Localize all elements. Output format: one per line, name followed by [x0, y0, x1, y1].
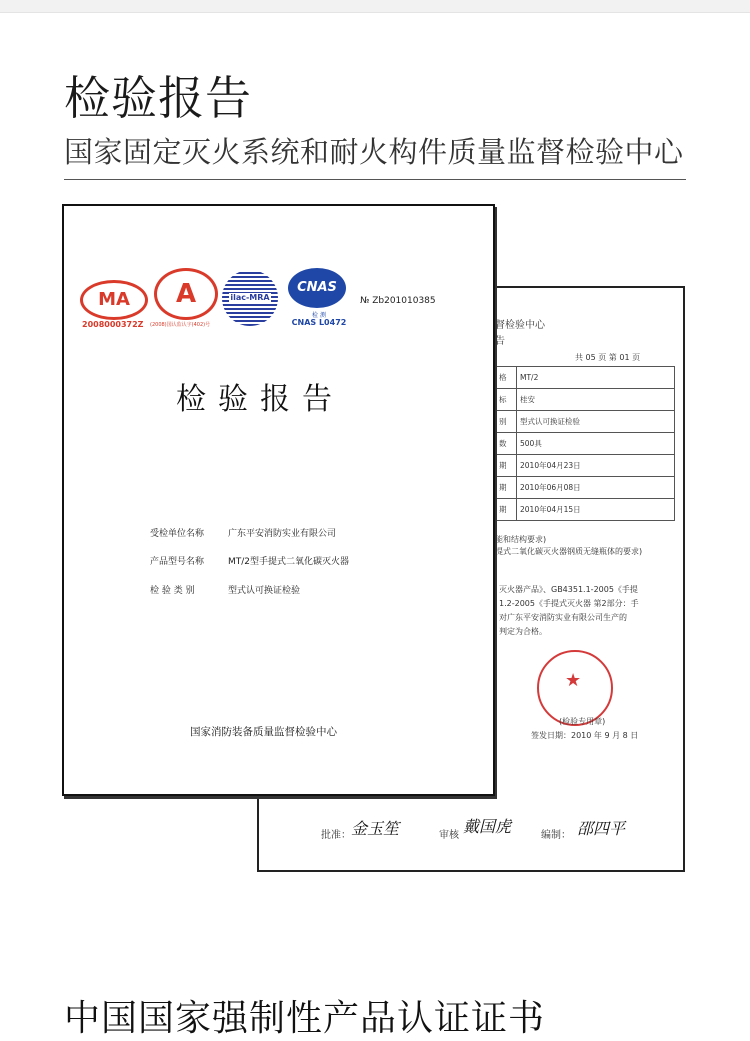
field-label: 产品型号名称 [150, 557, 205, 567]
page-subtitle: 国家固定灭火系统和耐火构件质量监督检验中心 [64, 135, 684, 169]
top-bar [0, 0, 750, 13]
row-value: 2010年04月23日 [517, 455, 675, 477]
cma-code: 2008000372Z [82, 320, 144, 329]
row-value: 2010年06月08日 [517, 477, 675, 499]
compile-signature: 邵四平 [577, 819, 626, 838]
sign-date: 签发日期：2010 年 9 月 8 日 [531, 731, 639, 740]
table-row [496, 389, 675, 411]
page-info: 共 05 页 第 01 页 [575, 353, 641, 362]
cal-code: (2008)国认监认字(402)号 [150, 322, 211, 328]
report-number: № Zb201010385 [360, 296, 436, 306]
red-stamp [537, 650, 613, 726]
ilac-logo-icon [222, 270, 278, 326]
table-row [496, 455, 675, 477]
row-value: 桂安 [517, 389, 675, 411]
approve-signature: 金玉笙 [351, 819, 400, 838]
row-key: 别 [496, 411, 517, 433]
compile-label: 编制： [541, 830, 571, 841]
back-header-line2: 告 [495, 336, 505, 347]
field-inspection-type [150, 583, 301, 596]
field-value: MT/2型手提式二氧化碳灭火器 [228, 557, 350, 567]
cnas-sub: 检 测 [312, 312, 326, 319]
certification-logos [80, 264, 380, 334]
row-key: 数 [496, 433, 517, 455]
back-header-line1: 督检验中心 [495, 320, 545, 331]
section-title-ccc: 中国国家强制性产品认证证书 [64, 998, 546, 1039]
field-product-model [150, 554, 350, 567]
field-inspected-unit [150, 526, 337, 539]
cover-title: 检验报告 [176, 382, 344, 417]
field-value: 广东平安消防实业有限公司 [228, 529, 337, 539]
row-key: 期 [496, 455, 517, 477]
conclusion-line3: 对广东平安消防实业有限公司生产的 [499, 613, 627, 622]
requirement-line2: 提式二氧化碳灭火器钢质无缝瓶体的要求) [495, 547, 643, 556]
table-row [496, 499, 675, 521]
table-row [496, 477, 675, 499]
field-value: 型式认可换证检验 [228, 586, 301, 596]
conclusion-line1: 灭火器产品》、GB4351.1-2005《手提 [499, 585, 638, 594]
table-row [496, 411, 675, 433]
cal-logo-icon: A [154, 268, 218, 320]
table-row [496, 433, 675, 455]
row-key: 期 [496, 499, 517, 521]
row-value: 型式认可换证检验 [517, 411, 675, 433]
review-signature: 戴国虎 [463, 817, 512, 836]
row-value: 500具 [517, 433, 675, 455]
issuing-center: 国家消防装备质量监督检验中心 [190, 726, 337, 738]
requirement-line1: 能和结构要求) [495, 535, 547, 544]
conclusion-line2: 1.2-2005《手提式灭火器 第2部分：手 [499, 599, 639, 608]
cnas-code: CNAS L0472 [291, 318, 347, 327]
star-icon: ★ [565, 670, 582, 691]
page-title: 检验报告 [64, 71, 252, 125]
ilac-text: ilac-MRA [230, 293, 270, 302]
approve-label: 批准： [321, 830, 351, 841]
table-row [496, 367, 675, 389]
row-value: 2010年04月15日 [517, 499, 675, 521]
cnas-logo-icon: CNAS [288, 268, 346, 308]
row-value: MT/2 [517, 367, 675, 389]
field-label: 检 验 类 别 [150, 586, 195, 596]
field-label: 受检单位名称 [150, 529, 205, 539]
row-key: 标 [496, 389, 517, 411]
row-key: 格 [496, 367, 517, 389]
stamp-label: (检验专用章) [559, 717, 606, 726]
review-label: 审核 [439, 830, 459, 841]
report-cover-page [62, 204, 495, 796]
divider [64, 179, 686, 180]
back-info-table [495, 366, 675, 521]
row-key: 期 [496, 477, 517, 499]
conclusion-line4: 判定为合格。 [499, 627, 547, 636]
cma-logo-icon: MA [80, 280, 148, 320]
